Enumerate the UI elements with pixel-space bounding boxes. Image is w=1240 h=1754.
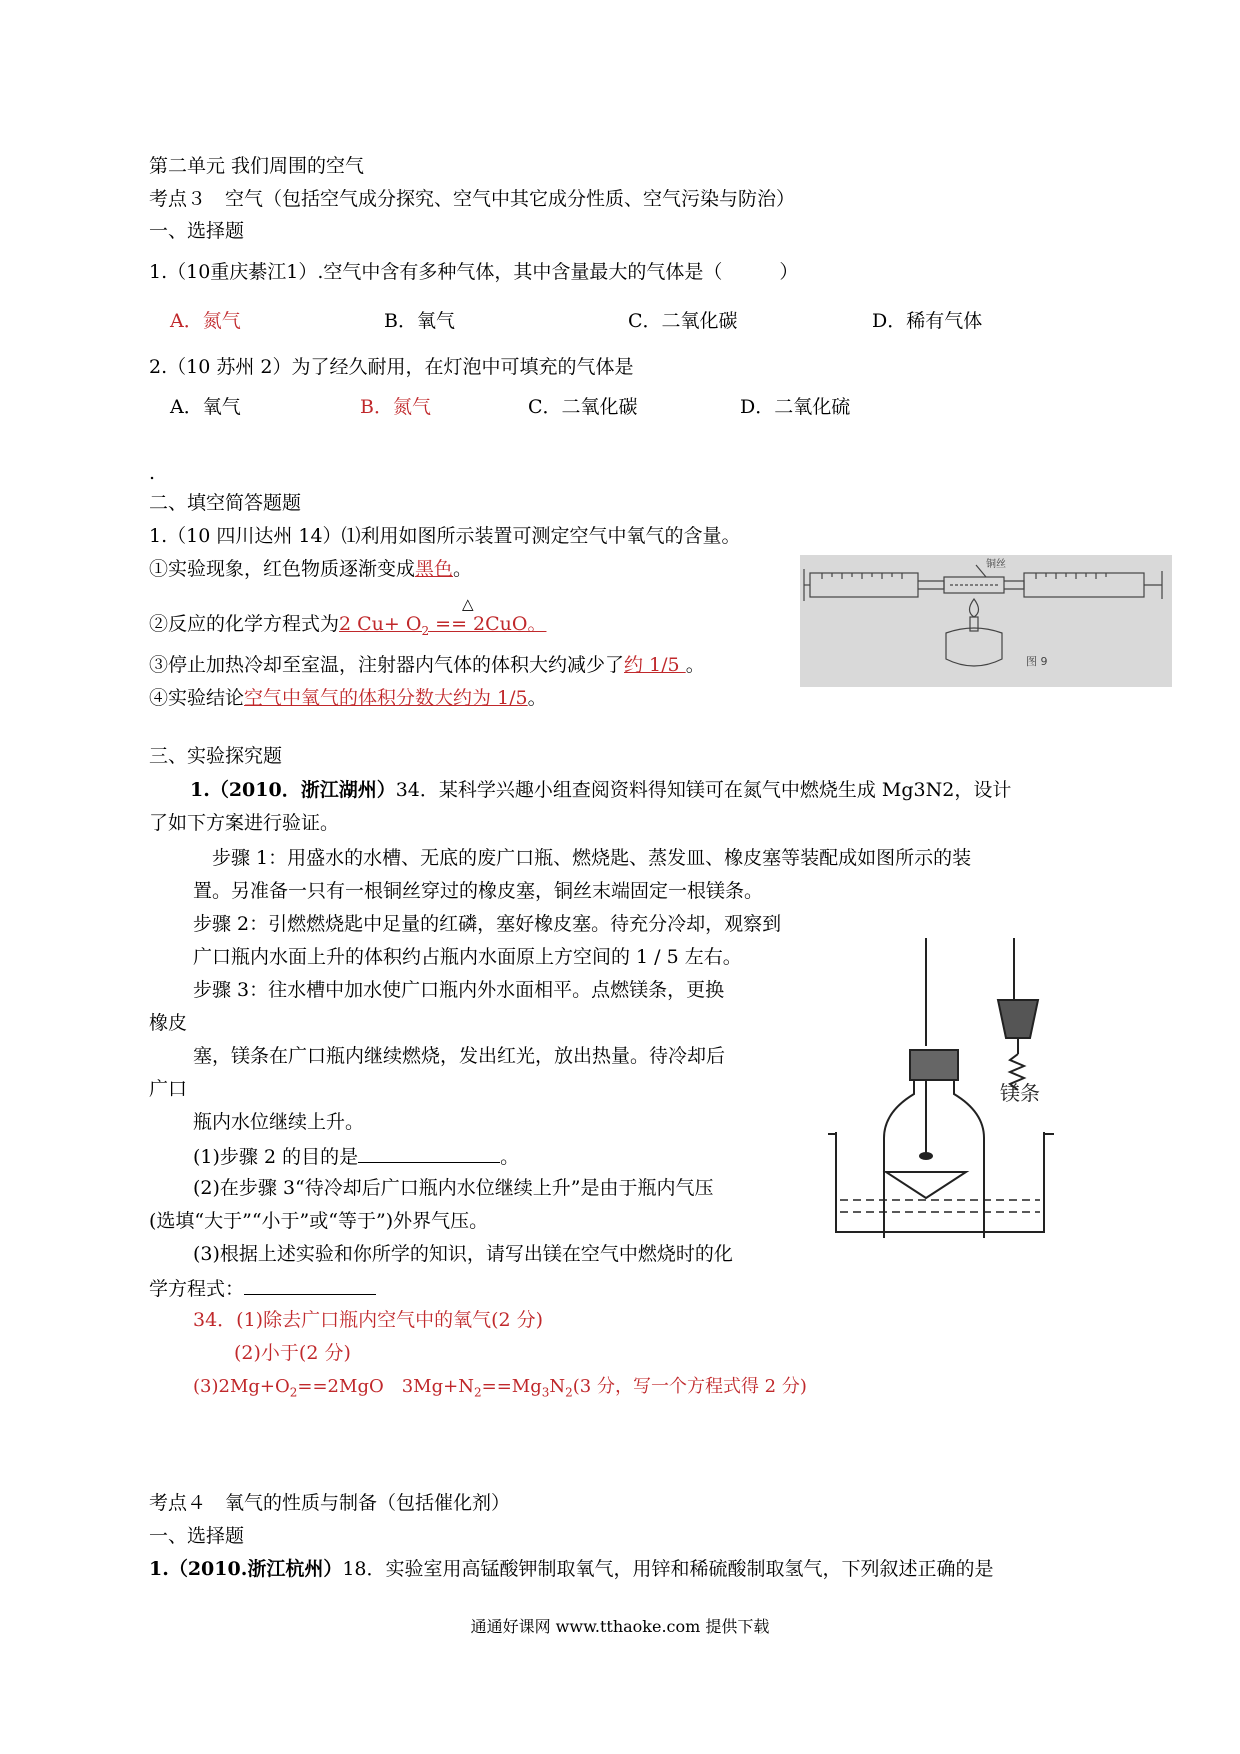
fill1-stem: 1.（10 四川达州 14）⑴利用如图所示装置可测定空气中氧气的含量。 [149,525,741,547]
fill1-line3: ③停止加热冷却至室温，注射器内气体的体积大约减少了约 1/5 。 [149,654,705,676]
page-footer: 通通好课网 www.tthaoke.com 提供下载 [470,1617,770,1636]
stray-dot: . [149,462,156,484]
exp-step2-line2: 广口瓶内水面上升的体积约占瓶内水面原上方空间的 1 / 5 左右。 [193,946,742,968]
q2-option-d: D．二氧化硫 [740,396,851,418]
fill1-line2: ②反应的化学方程式为2 $Cu+ O_2 == 2CuO$。 [149,613,547,638]
exp-sub1-blank[interactable] [358,1142,500,1163]
exp-sub3-line2: 学方程式： [149,1274,376,1302]
unit-title: 第二单元 我们周围的空气 [149,155,365,177]
exp-step3-line5: 瓶内水位继续上升。 [193,1111,365,1133]
figure-water-trough-apparatus [828,938,1060,1238]
q1-option-a: A．氮气 [170,310,241,332]
exp-answer1: 34．(1)除去广口瓶内空气中的氧气(2 分) [193,1309,544,1331]
q2-option-a: A．氧气 [170,396,241,418]
fill1-answer1: 黑色 [415,558,454,580]
fill1-line4: ④实验结论空气中氧气的体积分数大约为 1/5。 [149,687,547,709]
q2-option-c: C．二氧化碳 [528,396,638,418]
fill1-answer4: 空气中氧气的体积分数大约为 1/5 [244,687,528,709]
q2-option-b: B．氮气 [360,396,431,418]
section-4-title: 一、选择题 [149,1525,245,1547]
fill1-answer3: 约 1/5 [624,654,686,676]
delta-symbol: △ [462,595,474,613]
exp-step1-line1: 步骤 1：用盛水的水槽、无底的废广口瓶、燃烧匙、蒸发皿、橡皮塞等装配成如图所示的装 [212,847,972,869]
figure-9-label-copper-wire: 铜丝 [986,559,1006,570]
exp-step3-line3: 塞，镁条在广口瓶内继续燃烧，发出红光，放出热量。待冷却后 [193,1045,726,1067]
q1-stem: 1.（10重庆綦江1）.空气中含有多种气体，其中含量最大的气体是（ ） [149,261,799,283]
exp-step3-line4: 广口 [149,1078,188,1100]
section-3-title: 三、实验探究题 [149,745,283,767]
q1-option-b: B．氧气 [384,310,455,332]
exp-sub2-line2: (选填“大于”“小于”或“等于”)外界气压。 [149,1210,489,1232]
exp-answer2: (2)小于(2 分) [234,1342,351,1364]
exp-sub2-line1: (2)在步骤 3“待冷却后广口瓶内水位继续上升”是由于瓶内气压 [193,1177,714,1199]
exp-step3-line1: 步骤 3：往水槽中加水使广口瓶内外水面相平。点燃镁条，更换 [193,979,725,1001]
q1-option-c: C．二氧化碳 [628,310,738,332]
fill1-answer2: 2 $Cu+ O_2 == 2CuO$。 [339,613,547,638]
fill1-line1: ①实验现象，红色物质逐渐变成黑色。 [149,558,473,580]
exp-sub1: (1)步骤 2 的目的是 。 [193,1142,519,1170]
q1-option-d: D．稀有气体 [872,310,983,332]
figure-label-magnesium-strip: 镁条 [1000,1081,1040,1105]
exp-question-line1: 1.（2010．浙江湖州）34．某科学兴趣小组查阅资料得知镁可在氮气中燃烧生成 Mg3N2，设计 [190,779,1012,801]
exp-step3-line2: 橡皮 [149,1012,188,1034]
section-2-title: 二、填空简答题题 [149,492,302,514]
figure-9-caption: 图 9 [1026,655,1048,668]
exp-sub3-line1: (3)根据上述实验和你所学的知识，请写出镁在空气中燃烧时的化 [193,1243,733,1265]
exp-question-line2: 了如下方案进行验证。 [149,812,340,834]
exp-sub3-blank[interactable] [244,1274,376,1295]
figure-9-syringe-apparatus [800,555,1172,687]
exp-step2-line1: 步骤 2：引燃燃烧匙中足量的红磷，塞好橡皮塞。待充分冷却，观察到 [193,913,782,935]
exp-answer3: $(3)2Mg+O_2==2MgO$ $3Mg+N_2==Mg_3N_2(3$ 分，写一个方程式得 2 分) [193,1376,807,1400]
section-1-title: 一、选择题 [149,220,245,242]
q2-stem: 2.（10 苏州 2）为了经久耐用，在灯泡中可填充的气体是 [149,356,634,378]
kaodian-3-title: 考点３ 空气（包括空气成分探究、空气中其它成分性质、空气污染与防治） [149,188,796,210]
q4-stem: 1.（2010.浙江杭州）18．实验室用高锰酸钾制取氧气，用锌和稀硫酸制取氢气，下列叙述正确的是 [149,1558,994,1580]
exp-step1-line2: 置。另准备一只有一根铜丝穿过的橡皮塞，铜丝末端固定一根镁条。 [193,880,764,902]
kaodian-4-title: 考点４ 氧气的性质与制备（包括催化剂） [149,1492,511,1514]
